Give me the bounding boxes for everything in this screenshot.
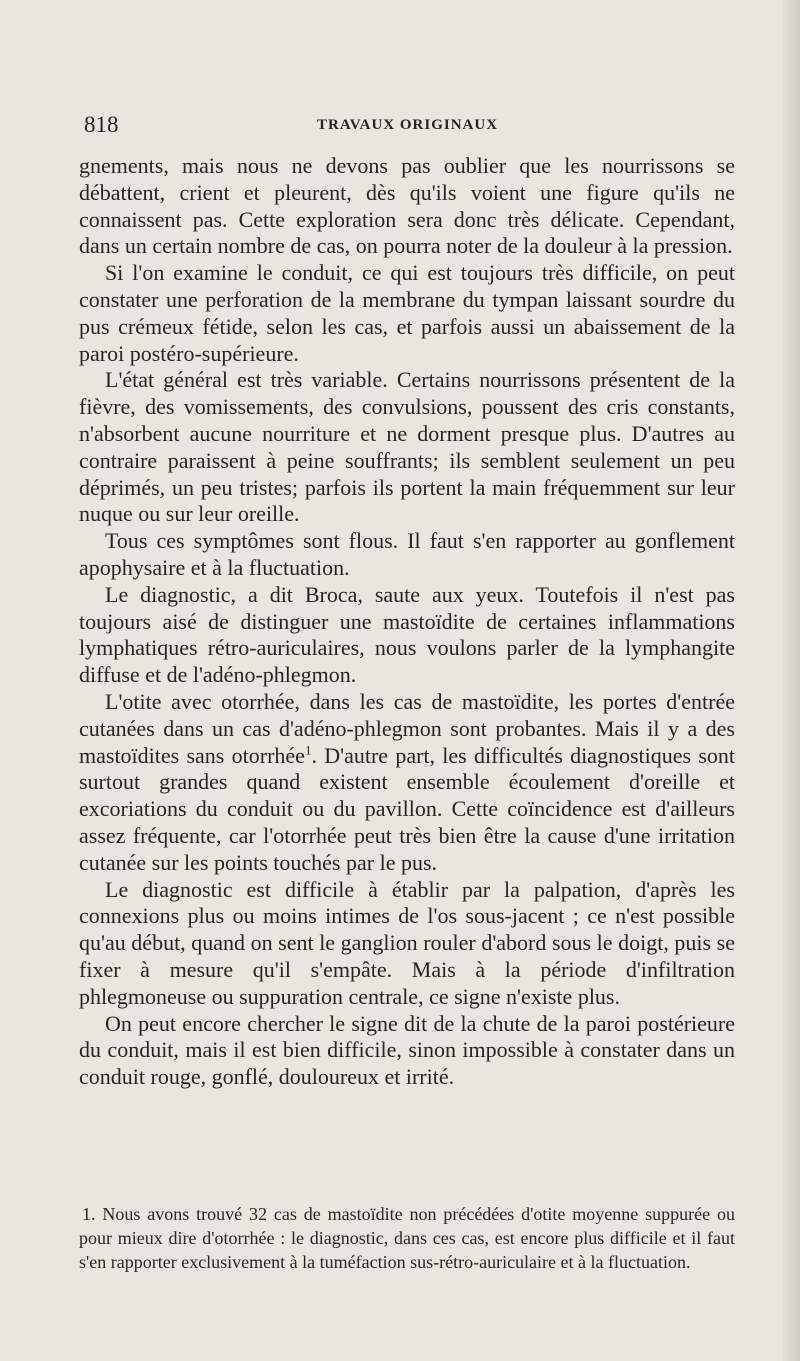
page-edge — [782, 0, 800, 1361]
paragraph-8: On peut encore chercher le signe dit de la chute de la paroi postérieure du conduit, mais il est bien difficile, sinon impossible à constater dans un conduit rouge, gonflé, douloureux et irrité. — [79, 1010, 735, 1090]
paragraph-3: L'état général est très variable. Certains nourrissons présentent de la fièvre, des vomissements, des convulsions, poussent des cris constants, n'absorbent aucune nourriture et ne dorment presque plus. D'autres au contraire paraissent à peine souffrants; ils semblent seulement un peu déprimés, un peu tristes; parfois ils portent la main fréquemment sur leur nuque ou sur leur oreille. — [79, 367, 735, 527]
paragraph-6-end: . D'autre part, les difficultés diagnostiques sont surtout grandes quand existent ensemble écoulement d'oreille et excoriations du conduit ou du pavillon. Cette coïncidence est d'ailleurs assez fréquente, car l'otorrhée peut très bien être la cause d'une irritation cutanée sur les points touchés par le pus. — [79, 742, 736, 875]
paragraph-4: Tous ces symptômes sont flous. Il faut s'en rapporter au gonflement apophysaire et à la fluctuation. — [79, 528, 735, 580]
footnote-1: 1. Nous avons trouvé 32 cas de mastoïdite non précédées d'otite moyenne suppurée ou pour mieux dire d'otorrhée : le diagnostic, dans ces cas, est encore plus difficile et il faut s'en rapporter exclusivement à la tuméfaction sus-rétro-auriculaire et à la fluctuation. — [79, 1204, 735, 1272]
paragraph-6 — [79, 689, 735, 877]
page-header — [84, 112, 740, 142]
running-head: TRAVAUX ORIGINAUX — [317, 117, 499, 133]
paragraph-6-start: L'otite avec otorrhée, dans les cas de mastoïdite, les portes d'entrée cutanées dans un cas d'adéno-phlegmon sont probantes. Mais il y a des mastoïdites sans otorrhée — [79, 688, 735, 768]
paragraph-2: Si l'on examine le conduit, ce qui est toujours très difficile, on peut constater une perforation de la membrane du tympan laissant sourdre du pus crémeux fétide, selon les cas, et parfois aussi un abaissement de la paroi postéro-supérieure. — [79, 260, 735, 366]
footnotes — [79, 1203, 735, 1274]
paragraph-5: Le diagnostic, a dit Broca, saute aux yeux. Toutefois il n'est pas toujours aisé de distinguer une mastoïdite de certaines inflammations lymphatiques rétro-auriculaires, nous voulons parler de la lymphangite diffuse et de l'adéno-phlegmon. — [79, 581, 735, 688]
body-text — [79, 153, 735, 1091]
footnote-ref: 1 — [304, 742, 312, 758]
paragraph-1: gnements, mais nous ne devons pas oublier que les nourrissons se débattent, crient et pleurent, dès qu'ils voient une figure qu'ils ne connaissent pas. Cette exploration sera donc très délicate. Cependant, dans un certain nombre de cas, on pourra noter de la douleur à la pression. — [79, 153, 735, 259]
page-number: 818 — [84, 112, 119, 137]
paragraph-7: Le diagnostic est difficile à établir par la palpation, d'après les connexions plus ou moins intimes de l'os sous-jacent ; ce n'est possible qu'au début, quand on sent le ganglion rouler d'abord sous le doigt, puis se fixer à mesure qu'il s'empâte. Mais à la période d'infiltration phlegmoneuse ou suppuration centrale, ce signe n'existe plus. — [79, 876, 735, 1009]
